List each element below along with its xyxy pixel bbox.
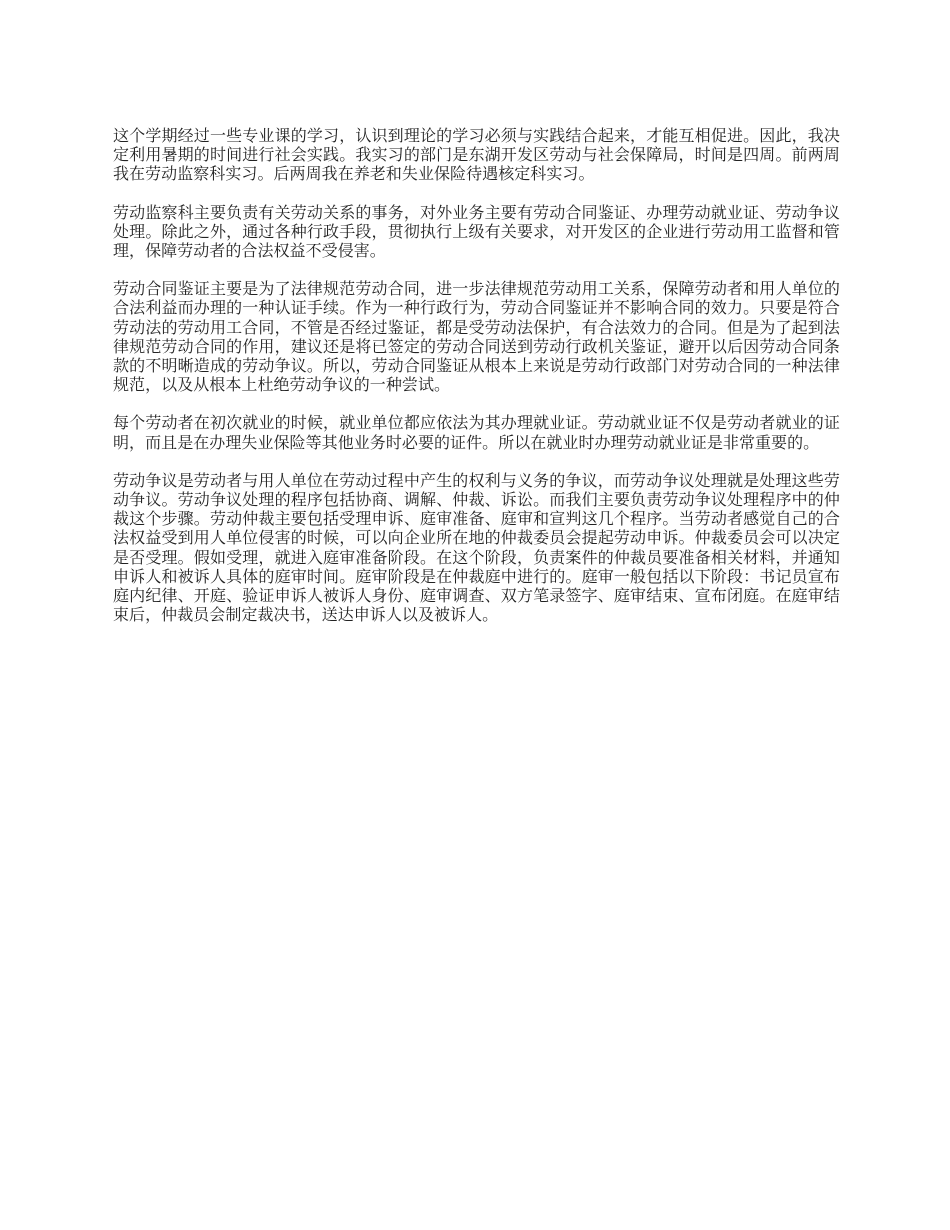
paragraph-1: 这个学期经过一些专业课的学习，认识到理论的学习必须与实践结合起来，才能互相促进。因此，我决定利用暑期的时间进行社会实践。我实习的部门是东湖开发区劳动与社会保障局，时间是四周。前两周我在劳动监察科实习。后两周我在养老和失业保险待遇核定科实习。 [113,126,840,184]
paragraph-5: 劳动争议是劳动者与用人单位在劳动过程中产生的权利与义务的争议，而劳动争议处理就是处理这些劳动争议。劳动争议处理的程序包括协商、调解、仲裁、诉讼。而我们主要负责劳动争议处理程序中的仲裁这个步骤。劳动仲裁主要包括受理申诉、庭审准备、庭审和宣判这几个程序。当劳动者感觉自己的合法权益受到用人单位侵害的时候，可以向企业所在地的仲裁委员会提起劳动申诉。仲裁委员会可以决定是否受理。假如受理，就进入庭审准备阶段。在这个阶段，负责案件的仲裁员要准备相关材料，并通知申诉人和被诉人具体的庭审时间。庭审阶段是在仲裁庭中进行的。庭审一般包括以下阶段：书记员宣布庭内纪律、开庭、验证申诉人被诉人身份、庭审调查、双方笔录签字、庭审结束、宣布闭庭。在庭审结束后，仲裁员会制定裁决书，送达申诉人以及被诉人。 [113,470,840,625]
paragraph-4: 每个劳动者在初次就业的时候，就业单位都应依法为其办理就业证。劳动就业证不仅是劳动者就业的证明，而且是在办理失业保险等其他业务时必要的证件。所以在就业时办理劳动就业证是非常重要的。 [113,413,840,452]
document-body [113,126,840,643]
paragraph-2: 劳动监察科主要负责有关劳动关系的事务，对外业务主要有劳动合同鉴证、办理劳动就业证、劳动争议处理。除此之外，通过各种行政手段，贯彻执行上级有关要求，对开发区的企业进行劳动用工监督和管理，保障劳动者的合法权益不受侵害。 [113,202,840,261]
paragraph-3: 劳动合同鉴证主要是为了法律规范劳动合同，进一步法律规范劳动用工关系，保障劳动者和用人单位的合法利益而办理的一种认证手续。作为一种行政行为，劳动合同鉴证并不影响合同的效力。只要是符合劳动法的劳动用工合同，不管是否经过鉴证，都是受劳动法保护，有合法效力的合同。但是为了起到法律规范劳动合同的作用，建议还是将已签定的劳动合同送到劳动行政机关鉴证，避开以后因劳动合同条款的不明晰造成的劳动争议。所以，劳动合同鉴证从根本上来说是劳动行政部门对劳动合同的一种法律规范，以及从根本上杜绝劳动争议的一种尝试。 [113,279,840,395]
